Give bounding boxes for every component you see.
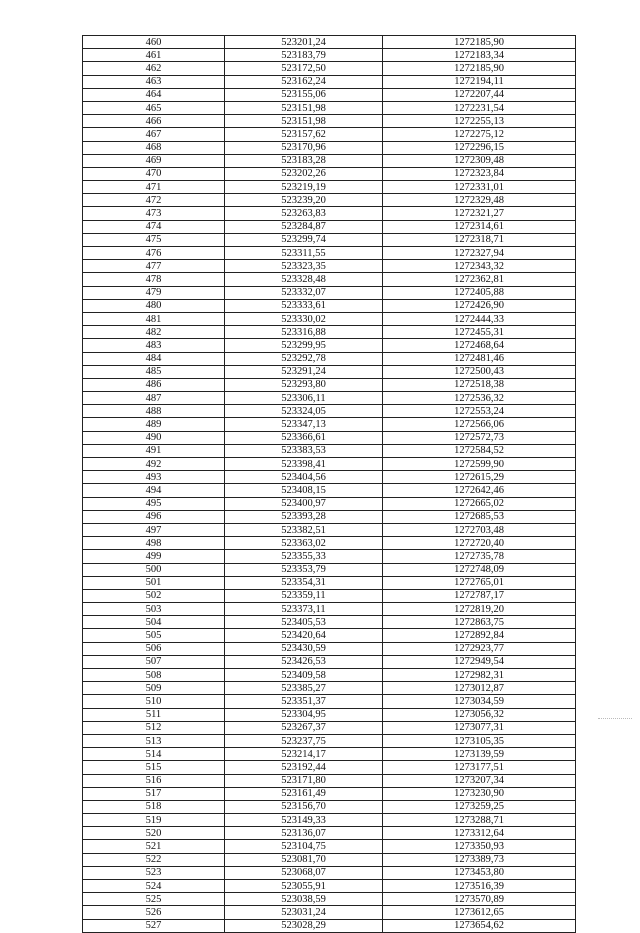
point-number-cell: 505 bbox=[83, 629, 225, 642]
point-number-cell: 518 bbox=[83, 800, 225, 813]
x-coordinate-cell: 523263,83 bbox=[225, 207, 383, 220]
y-coordinate-cell: 1273350,93 bbox=[383, 840, 576, 853]
y-coordinate-cell: 1272455,31 bbox=[383, 326, 576, 339]
x-coordinate-cell: 523192,44 bbox=[225, 761, 383, 774]
point-number-cell: 492 bbox=[83, 458, 225, 471]
y-coordinate-cell: 1272231,54 bbox=[383, 101, 576, 114]
x-coordinate-cell: 523409,58 bbox=[225, 669, 383, 682]
x-coordinate-cell: 523081,70 bbox=[225, 853, 383, 866]
point-number-cell: 498 bbox=[83, 537, 225, 550]
x-coordinate-cell: 523157,62 bbox=[225, 128, 383, 141]
table-row bbox=[83, 827, 576, 840]
table-row bbox=[83, 787, 576, 800]
x-coordinate-cell: 523385,27 bbox=[225, 682, 383, 695]
point-number-cell: 512 bbox=[83, 721, 225, 734]
y-coordinate-cell: 1272720,40 bbox=[383, 537, 576, 550]
y-coordinate-cell: 1272615,29 bbox=[383, 471, 576, 484]
table-row bbox=[83, 260, 576, 273]
table-row bbox=[83, 919, 576, 932]
table-row bbox=[83, 774, 576, 787]
y-coordinate-cell: 1273230,90 bbox=[383, 787, 576, 800]
x-coordinate-cell: 523055,91 bbox=[225, 880, 383, 893]
point-number-cell: 495 bbox=[83, 497, 225, 510]
point-number-cell: 506 bbox=[83, 642, 225, 655]
x-coordinate-cell: 523028,29 bbox=[225, 919, 383, 932]
point-number-cell: 493 bbox=[83, 471, 225, 484]
x-coordinate-cell: 523324,05 bbox=[225, 405, 383, 418]
y-coordinate-cell: 1272207,44 bbox=[383, 88, 576, 101]
y-coordinate-cell: 1273177,51 bbox=[383, 761, 576, 774]
x-coordinate-cell: 523284,87 bbox=[225, 220, 383, 233]
table-row bbox=[83, 49, 576, 62]
table-row bbox=[83, 378, 576, 391]
y-coordinate-cell: 1272309,48 bbox=[383, 154, 576, 167]
point-number-cell: 466 bbox=[83, 115, 225, 128]
table-row bbox=[83, 510, 576, 523]
x-coordinate-cell: 523420,64 bbox=[225, 629, 383, 642]
table-row bbox=[83, 154, 576, 167]
x-coordinate-cell: 523373,11 bbox=[225, 603, 383, 616]
table-row bbox=[83, 471, 576, 484]
table-row bbox=[83, 537, 576, 550]
y-coordinate-cell: 1273207,34 bbox=[383, 774, 576, 787]
table-row bbox=[83, 576, 576, 589]
point-number-cell: 472 bbox=[83, 194, 225, 207]
point-number-cell: 503 bbox=[83, 603, 225, 616]
x-coordinate-cell: 523330,02 bbox=[225, 312, 383, 325]
table-row bbox=[83, 339, 576, 352]
y-coordinate-cell: 1272923,77 bbox=[383, 642, 576, 655]
point-number-cell: 519 bbox=[83, 814, 225, 827]
point-number-cell: 485 bbox=[83, 365, 225, 378]
point-number-cell: 465 bbox=[83, 101, 225, 114]
y-coordinate-cell: 1272599,90 bbox=[383, 458, 576, 471]
point-number-cell: 497 bbox=[83, 523, 225, 536]
y-coordinate-cell: 1273453,80 bbox=[383, 866, 576, 879]
y-coordinate-cell: 1272185,90 bbox=[383, 62, 576, 75]
point-number-cell: 470 bbox=[83, 167, 225, 180]
table-row bbox=[83, 866, 576, 879]
y-coordinate-cell: 1272665,02 bbox=[383, 497, 576, 510]
table-row bbox=[83, 682, 576, 695]
x-coordinate-cell: 523219,19 bbox=[225, 181, 383, 194]
point-number-cell: 496 bbox=[83, 510, 225, 523]
x-coordinate-cell: 523306,11 bbox=[225, 392, 383, 405]
table-row bbox=[83, 405, 576, 418]
table-row bbox=[83, 326, 576, 339]
x-coordinate-cell: 523202,26 bbox=[225, 167, 383, 180]
y-coordinate-cell: 1273077,31 bbox=[383, 721, 576, 734]
point-number-cell: 510 bbox=[83, 695, 225, 708]
x-coordinate-cell: 523068,07 bbox=[225, 866, 383, 879]
point-number-cell: 461 bbox=[83, 49, 225, 62]
x-coordinate-cell: 523031,24 bbox=[225, 906, 383, 919]
x-coordinate-cell: 523201,24 bbox=[225, 36, 383, 49]
y-coordinate-cell: 1273105,35 bbox=[383, 734, 576, 747]
table-row bbox=[83, 589, 576, 602]
y-coordinate-cell: 1272500,43 bbox=[383, 365, 576, 378]
table-row bbox=[83, 75, 576, 88]
point-number-cell: 462 bbox=[83, 62, 225, 75]
table-row bbox=[83, 220, 576, 233]
x-coordinate-cell: 523149,33 bbox=[225, 814, 383, 827]
y-coordinate-cell: 1272685,53 bbox=[383, 510, 576, 523]
table-row bbox=[83, 62, 576, 75]
y-coordinate-cell: 1272566,06 bbox=[383, 418, 576, 431]
table-row bbox=[83, 418, 576, 431]
table-row bbox=[83, 101, 576, 114]
point-number-cell: 469 bbox=[83, 154, 225, 167]
y-coordinate-cell: 1272296,15 bbox=[383, 141, 576, 154]
y-coordinate-cell: 1272536,32 bbox=[383, 392, 576, 405]
x-coordinate-cell: 523155,06 bbox=[225, 88, 383, 101]
point-number-cell: 488 bbox=[83, 405, 225, 418]
y-coordinate-cell: 1273516,39 bbox=[383, 880, 576, 893]
x-coordinate-cell: 523400,97 bbox=[225, 497, 383, 510]
table-row bbox=[83, 484, 576, 497]
y-coordinate-cell: 1272343,32 bbox=[383, 260, 576, 273]
y-coordinate-cell: 1272255,13 bbox=[383, 115, 576, 128]
y-coordinate-cell: 1273312,64 bbox=[383, 827, 576, 840]
point-number-cell: 487 bbox=[83, 392, 225, 405]
y-coordinate-cell: 1272642,46 bbox=[383, 484, 576, 497]
point-number-cell: 473 bbox=[83, 207, 225, 220]
table-row bbox=[83, 550, 576, 563]
y-coordinate-cell: 1272194,11 bbox=[383, 75, 576, 88]
point-number-cell: 464 bbox=[83, 88, 225, 101]
x-coordinate-cell: 523354,31 bbox=[225, 576, 383, 589]
table-row bbox=[83, 458, 576, 471]
point-number-cell: 482 bbox=[83, 326, 225, 339]
x-coordinate-cell: 523355,33 bbox=[225, 550, 383, 563]
y-coordinate-cell: 1273654,62 bbox=[383, 919, 576, 932]
x-coordinate-cell: 523363,02 bbox=[225, 537, 383, 550]
table-row bbox=[83, 431, 576, 444]
y-coordinate-cell: 1272765,01 bbox=[383, 576, 576, 589]
table-row bbox=[83, 207, 576, 220]
point-number-cell: 517 bbox=[83, 787, 225, 800]
point-number-cell: 507 bbox=[83, 655, 225, 668]
x-coordinate-cell: 523237,75 bbox=[225, 734, 383, 747]
x-coordinate-cell: 523366,61 bbox=[225, 431, 383, 444]
x-coordinate-cell: 523104,75 bbox=[225, 840, 383, 853]
table-row bbox=[83, 523, 576, 536]
y-coordinate-cell: 1272892,84 bbox=[383, 629, 576, 642]
table-row bbox=[83, 708, 576, 721]
y-coordinate-cell: 1272748,09 bbox=[383, 563, 576, 576]
table-row bbox=[83, 352, 576, 365]
x-coordinate-cell: 523136,07 bbox=[225, 827, 383, 840]
point-number-cell: 489 bbox=[83, 418, 225, 431]
x-coordinate-cell: 523214,17 bbox=[225, 748, 383, 761]
x-coordinate-cell: 523299,74 bbox=[225, 233, 383, 246]
table-row bbox=[83, 840, 576, 853]
table-row bbox=[83, 669, 576, 682]
y-coordinate-cell: 1273139,59 bbox=[383, 748, 576, 761]
x-coordinate-cell: 523161,49 bbox=[225, 787, 383, 800]
table-row bbox=[83, 880, 576, 893]
margin-mark bbox=[598, 718, 632, 719]
x-coordinate-cell: 523359,11 bbox=[225, 589, 383, 602]
point-number-cell: 524 bbox=[83, 880, 225, 893]
table-row bbox=[83, 273, 576, 286]
table-row bbox=[83, 603, 576, 616]
y-coordinate-cell: 1272327,94 bbox=[383, 247, 576, 260]
point-number-cell: 509 bbox=[83, 682, 225, 695]
x-coordinate-cell: 523299,95 bbox=[225, 339, 383, 352]
point-number-cell: 521 bbox=[83, 840, 225, 853]
x-coordinate-cell: 523347,13 bbox=[225, 418, 383, 431]
x-coordinate-cell: 523332,07 bbox=[225, 286, 383, 299]
table-row bbox=[83, 392, 576, 405]
point-number-cell: 525 bbox=[83, 893, 225, 906]
x-coordinate-cell: 523353,79 bbox=[225, 563, 383, 576]
x-coordinate-cell: 523398,41 bbox=[225, 458, 383, 471]
point-number-cell: 523 bbox=[83, 866, 225, 879]
point-number-cell: 484 bbox=[83, 352, 225, 365]
table-row bbox=[83, 181, 576, 194]
point-number-cell: 527 bbox=[83, 919, 225, 932]
table-row bbox=[83, 642, 576, 655]
y-coordinate-cell: 1272185,90 bbox=[383, 36, 576, 49]
x-coordinate-cell: 523404,56 bbox=[225, 471, 383, 484]
y-coordinate-cell: 1272481,46 bbox=[383, 352, 576, 365]
y-coordinate-cell: 1272183,34 bbox=[383, 49, 576, 62]
table-row bbox=[83, 734, 576, 747]
x-coordinate-cell: 523393,28 bbox=[225, 510, 383, 523]
y-coordinate-cell: 1272863,75 bbox=[383, 616, 576, 629]
y-coordinate-cell: 1272572,73 bbox=[383, 431, 576, 444]
point-number-cell: 516 bbox=[83, 774, 225, 787]
x-coordinate-cell: 523333,61 bbox=[225, 299, 383, 312]
x-coordinate-cell: 523151,98 bbox=[225, 101, 383, 114]
point-number-cell: 471 bbox=[83, 181, 225, 194]
point-number-cell: 491 bbox=[83, 444, 225, 457]
x-coordinate-cell: 523304,95 bbox=[225, 708, 383, 721]
y-coordinate-cell: 1272362,81 bbox=[383, 273, 576, 286]
x-coordinate-cell: 523038,59 bbox=[225, 893, 383, 906]
x-coordinate-cell: 523183,79 bbox=[225, 49, 383, 62]
point-number-cell: 463 bbox=[83, 75, 225, 88]
y-coordinate-cell: 1272314,61 bbox=[383, 220, 576, 233]
x-coordinate-cell: 523292,78 bbox=[225, 352, 383, 365]
x-coordinate-cell: 523291,24 bbox=[225, 365, 383, 378]
point-number-cell: 502 bbox=[83, 589, 225, 602]
x-coordinate-cell: 523382,51 bbox=[225, 523, 383, 536]
table-row bbox=[83, 36, 576, 49]
table-row bbox=[83, 893, 576, 906]
y-coordinate-cell: 1273056,32 bbox=[383, 708, 576, 721]
table-row bbox=[83, 761, 576, 774]
x-coordinate-cell: 523151,98 bbox=[225, 115, 383, 128]
point-number-cell: 526 bbox=[83, 906, 225, 919]
y-coordinate-cell: 1273288,71 bbox=[383, 814, 576, 827]
table-row bbox=[83, 312, 576, 325]
x-coordinate-cell: 523239,20 bbox=[225, 194, 383, 207]
x-coordinate-cell: 523156,70 bbox=[225, 800, 383, 813]
table-row bbox=[83, 748, 576, 761]
table-row bbox=[83, 563, 576, 576]
x-coordinate-cell: 523383,53 bbox=[225, 444, 383, 457]
point-number-cell: 460 bbox=[83, 36, 225, 49]
y-coordinate-cell: 1272426,90 bbox=[383, 299, 576, 312]
x-coordinate-cell: 523430,59 bbox=[225, 642, 383, 655]
y-coordinate-cell: 1272735,78 bbox=[383, 550, 576, 563]
table-row bbox=[83, 115, 576, 128]
point-number-cell: 478 bbox=[83, 273, 225, 286]
x-coordinate-cell: 523316,88 bbox=[225, 326, 383, 339]
point-number-cell: 522 bbox=[83, 853, 225, 866]
y-coordinate-cell: 1273570,89 bbox=[383, 893, 576, 906]
table-row bbox=[83, 444, 576, 457]
y-coordinate-cell: 1272553,24 bbox=[383, 405, 576, 418]
table-row bbox=[83, 629, 576, 642]
y-coordinate-cell: 1272982,31 bbox=[383, 669, 576, 682]
point-number-cell: 479 bbox=[83, 286, 225, 299]
table-row bbox=[83, 167, 576, 180]
y-coordinate-cell: 1272787,17 bbox=[383, 589, 576, 602]
point-number-cell: 499 bbox=[83, 550, 225, 563]
table-row bbox=[83, 655, 576, 668]
x-coordinate-cell: 523170,96 bbox=[225, 141, 383, 154]
x-coordinate-cell: 523311,55 bbox=[225, 247, 383, 260]
table-row bbox=[83, 299, 576, 312]
table-row bbox=[83, 194, 576, 207]
x-coordinate-cell: 523328,48 bbox=[225, 273, 383, 286]
x-coordinate-cell: 523171,80 bbox=[225, 774, 383, 787]
y-coordinate-cell: 1272819,20 bbox=[383, 603, 576, 616]
y-coordinate-cell: 1272318,71 bbox=[383, 233, 576, 246]
point-number-cell: 494 bbox=[83, 484, 225, 497]
point-number-cell: 514 bbox=[83, 748, 225, 761]
y-coordinate-cell: 1273389,73 bbox=[383, 853, 576, 866]
point-number-cell: 476 bbox=[83, 247, 225, 260]
table-row bbox=[83, 286, 576, 299]
table-row bbox=[83, 141, 576, 154]
y-coordinate-cell: 1272329,48 bbox=[383, 194, 576, 207]
point-number-cell: 477 bbox=[83, 260, 225, 273]
y-coordinate-cell: 1273259,25 bbox=[383, 800, 576, 813]
x-coordinate-cell: 523172,50 bbox=[225, 62, 383, 75]
point-number-cell: 486 bbox=[83, 378, 225, 391]
table-row bbox=[83, 800, 576, 813]
table-row bbox=[83, 695, 576, 708]
x-coordinate-cell: 523405,53 bbox=[225, 616, 383, 629]
point-number-cell: 513 bbox=[83, 734, 225, 747]
x-coordinate-cell: 523351,37 bbox=[225, 695, 383, 708]
table-row bbox=[83, 721, 576, 734]
y-coordinate-cell: 1272703,48 bbox=[383, 523, 576, 536]
point-number-cell: 490 bbox=[83, 431, 225, 444]
y-coordinate-cell: 1272405,88 bbox=[383, 286, 576, 299]
point-number-cell: 511 bbox=[83, 708, 225, 721]
point-number-cell: 474 bbox=[83, 220, 225, 233]
table-row bbox=[83, 233, 576, 246]
point-number-cell: 515 bbox=[83, 761, 225, 774]
table-row bbox=[83, 814, 576, 827]
point-number-cell: 480 bbox=[83, 299, 225, 312]
table-row bbox=[83, 365, 576, 378]
point-number-cell: 500 bbox=[83, 563, 225, 576]
table-row bbox=[83, 497, 576, 510]
point-number-cell: 481 bbox=[83, 312, 225, 325]
point-number-cell: 475 bbox=[83, 233, 225, 246]
x-coordinate-cell: 523267,37 bbox=[225, 721, 383, 734]
table-row bbox=[83, 906, 576, 919]
y-coordinate-cell: 1272949,54 bbox=[383, 655, 576, 668]
point-number-cell: 467 bbox=[83, 128, 225, 141]
y-coordinate-cell: 1272331,01 bbox=[383, 181, 576, 194]
coordinates-table bbox=[82, 35, 576, 933]
point-number-cell: 520 bbox=[83, 827, 225, 840]
x-coordinate-cell: 523183,28 bbox=[225, 154, 383, 167]
table-row bbox=[83, 128, 576, 141]
y-coordinate-cell: 1272323,84 bbox=[383, 167, 576, 180]
x-coordinate-cell: 523293,80 bbox=[225, 378, 383, 391]
table-row bbox=[83, 247, 576, 260]
x-coordinate-cell: 523162,24 bbox=[225, 75, 383, 88]
y-coordinate-cell: 1272444,33 bbox=[383, 312, 576, 325]
point-number-cell: 504 bbox=[83, 616, 225, 629]
table-row bbox=[83, 616, 576, 629]
coordinates-table-body bbox=[83, 36, 576, 933]
point-number-cell: 483 bbox=[83, 339, 225, 352]
point-number-cell: 468 bbox=[83, 141, 225, 154]
y-coordinate-cell: 1273012,87 bbox=[383, 682, 576, 695]
y-coordinate-cell: 1272584,52 bbox=[383, 444, 576, 457]
y-coordinate-cell: 1272321,27 bbox=[383, 207, 576, 220]
y-coordinate-cell: 1272518,38 bbox=[383, 378, 576, 391]
x-coordinate-cell: 523408,15 bbox=[225, 484, 383, 497]
table-row bbox=[83, 88, 576, 101]
table-row bbox=[83, 853, 576, 866]
y-coordinate-cell: 1272468,64 bbox=[383, 339, 576, 352]
point-number-cell: 508 bbox=[83, 669, 225, 682]
x-coordinate-cell: 523426,53 bbox=[225, 655, 383, 668]
y-coordinate-cell: 1272275,12 bbox=[383, 128, 576, 141]
x-coordinate-cell: 523323,35 bbox=[225, 260, 383, 273]
y-coordinate-cell: 1273034,59 bbox=[383, 695, 576, 708]
y-coordinate-cell: 1273612,65 bbox=[383, 906, 576, 919]
point-number-cell: 501 bbox=[83, 576, 225, 589]
